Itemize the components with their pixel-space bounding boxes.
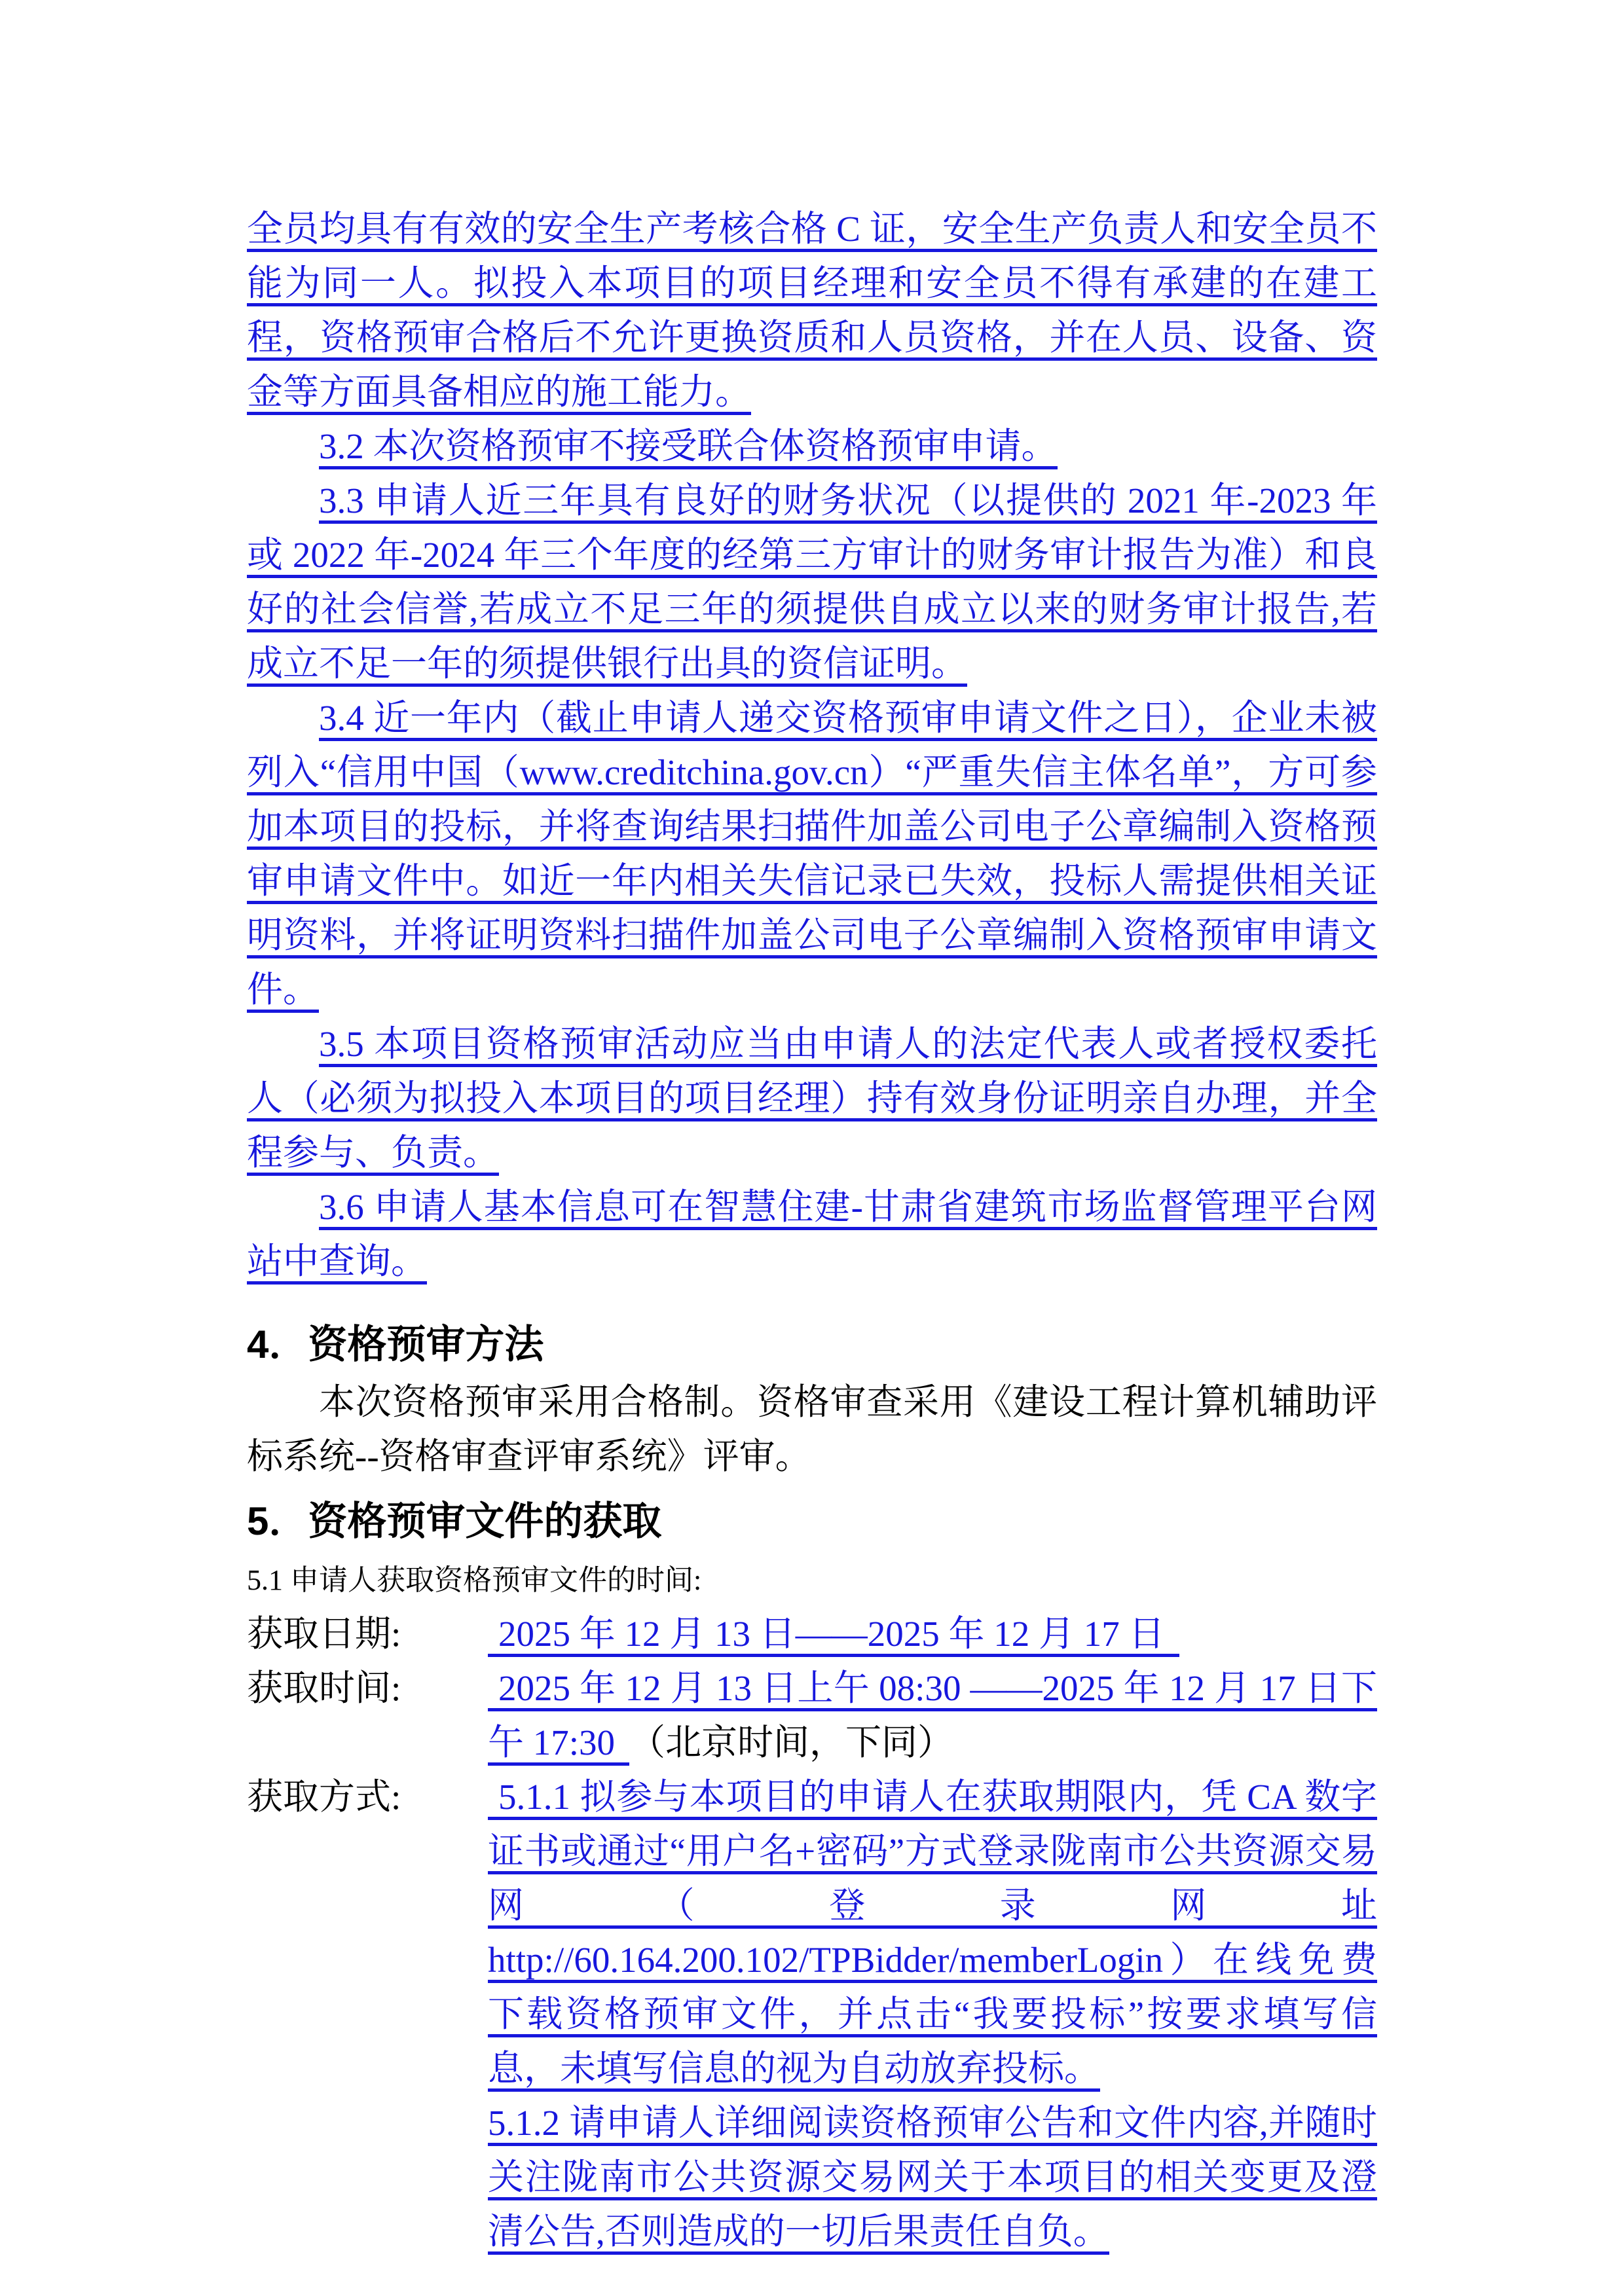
acquire-time-label: 获取时间:	[247, 1668, 401, 1708]
clause-paragraph-3-3	[247, 473, 1377, 691]
intro-paragraph-text: 全员均具有有效的安全生产考核合格 C 证，安全生产负责人和安全员不能为同一人。拟投入本项目的项目经理和安全员不得有承建的在建工程，资格预审合格后不允许更换资质和人员资格，并在人员、设备、资金等方面具备相应的施工能力。	[247, 209, 1377, 415]
acquire-date-row	[247, 1607, 1377, 1661]
beijing-time-note: （北京时间，下同）	[629, 1722, 954, 1762]
clause-paragraph-3-5	[247, 1017, 1377, 1180]
clause-text: 3.3 申请人近三年具有良好的财务状况（以提供的 2021 年-2023 年或 2022 年-2024 年三个年度的经第三方审计的财务审计报告为准）和良好的社会信誉,若成立不足三年的须提供自成立以来的财务审计报告,若成立不足一年的须提供银行出具的资信证明。	[247, 481, 1377, 687]
acquire-method-value	[488, 1770, 1377, 2259]
method-text: 5.1.1 拟参与本项目的申请人在获取期限内，凭 CA 数字证书或通过“用户名+密码”方式登录陇南市公共资源交易网（登录网址 http://60.164.200.102/TPBidder/memberLogin）在线免费下载资格预审文件，并点击“我要投标”按要求填写信息，未填写信息的视为自动放弃投标。	[488, 1777, 1377, 2092]
clause-text: 3.4 近一年内（截止申请人递交资格预审申请文件之日），企业未被列入“信用中国（www.creditchina.gov.cn）“严重失信主体名单”，方可参加本项目的投标，并将查询结果扫描件加盖公司电子公章编制入资格预审申请文件中。如近一年内相关失信记录已失效，投标人需提供相关证明资料，并将证明资料扫描件加盖公司电子公章编制入资格预审申请文件。	[247, 698, 1377, 1013]
intro-paragraph	[247, 202, 1377, 419]
clause-paragraph-3-2	[247, 419, 1377, 473]
acquire-method-row	[247, 1770, 1377, 2259]
section-4-body: 本次资格预审采用合格制。资格审查采用《建设工程计算机辅助评标系统--资格审查评审系统》评审。	[247, 1382, 1377, 1476]
method-paragraph-5-1-1	[488, 1770, 1377, 2096]
acquire-time-text: 2025 年 12 月 13 日上午 08:30 ——2025 年 12 月 17 日下午 17:30	[488, 1668, 1377, 1766]
clause-text: 3.6 申请人基本信息可在智慧住建-甘肃省建筑市场监督管理平台网站中查询。	[247, 1187, 1377, 1285]
clause-text: 3.2 本次资格预审不接受联合体资格预审申请。	[319, 426, 1058, 469]
acquire-date-value	[488, 1607, 1377, 1661]
method-text: 5.1.2 请申请人详细阅读资格预审公告和文件内容,并随时关注陇南市公共资源交易网关于本项目的相关变更及澄清公告,否则造成的一切后果责任自负。	[488, 2103, 1377, 2255]
acquire-date-label: 获取日期:	[247, 1614, 401, 1654]
document-content	[247, 202, 1377, 2259]
section-5-1-intro: 5.1 申请人获取资格预审文件的时间:	[247, 1564, 702, 1596]
method-paragraph-5-1-2	[488, 2096, 1377, 2259]
section-5-heading: 5．资格预审文件的获取	[247, 1499, 662, 1543]
section-4-heading: 4．资格预审方法	[247, 1322, 544, 1366]
clause-paragraph-3-4	[247, 691, 1377, 1017]
clause-text: 3.5 本项目资格预审活动应当由申请人的法定代表人或者授权委托人（必须为拟投入本项目的项目经理）持有效身份证明亲自办理，并全程参与、负责。	[247, 1024, 1377, 1176]
acquire-date-text: 2025 年 12 月 13 日——2025 年 12 月 17 日	[488, 1614, 1179, 1657]
clause-paragraph-3-6	[247, 1180, 1377, 1288]
acquire-time-row	[247, 1661, 1377, 1770]
acquire-method-label: 获取方式:	[247, 1777, 401, 1817]
acquire-time-value	[488, 1661, 1377, 1770]
